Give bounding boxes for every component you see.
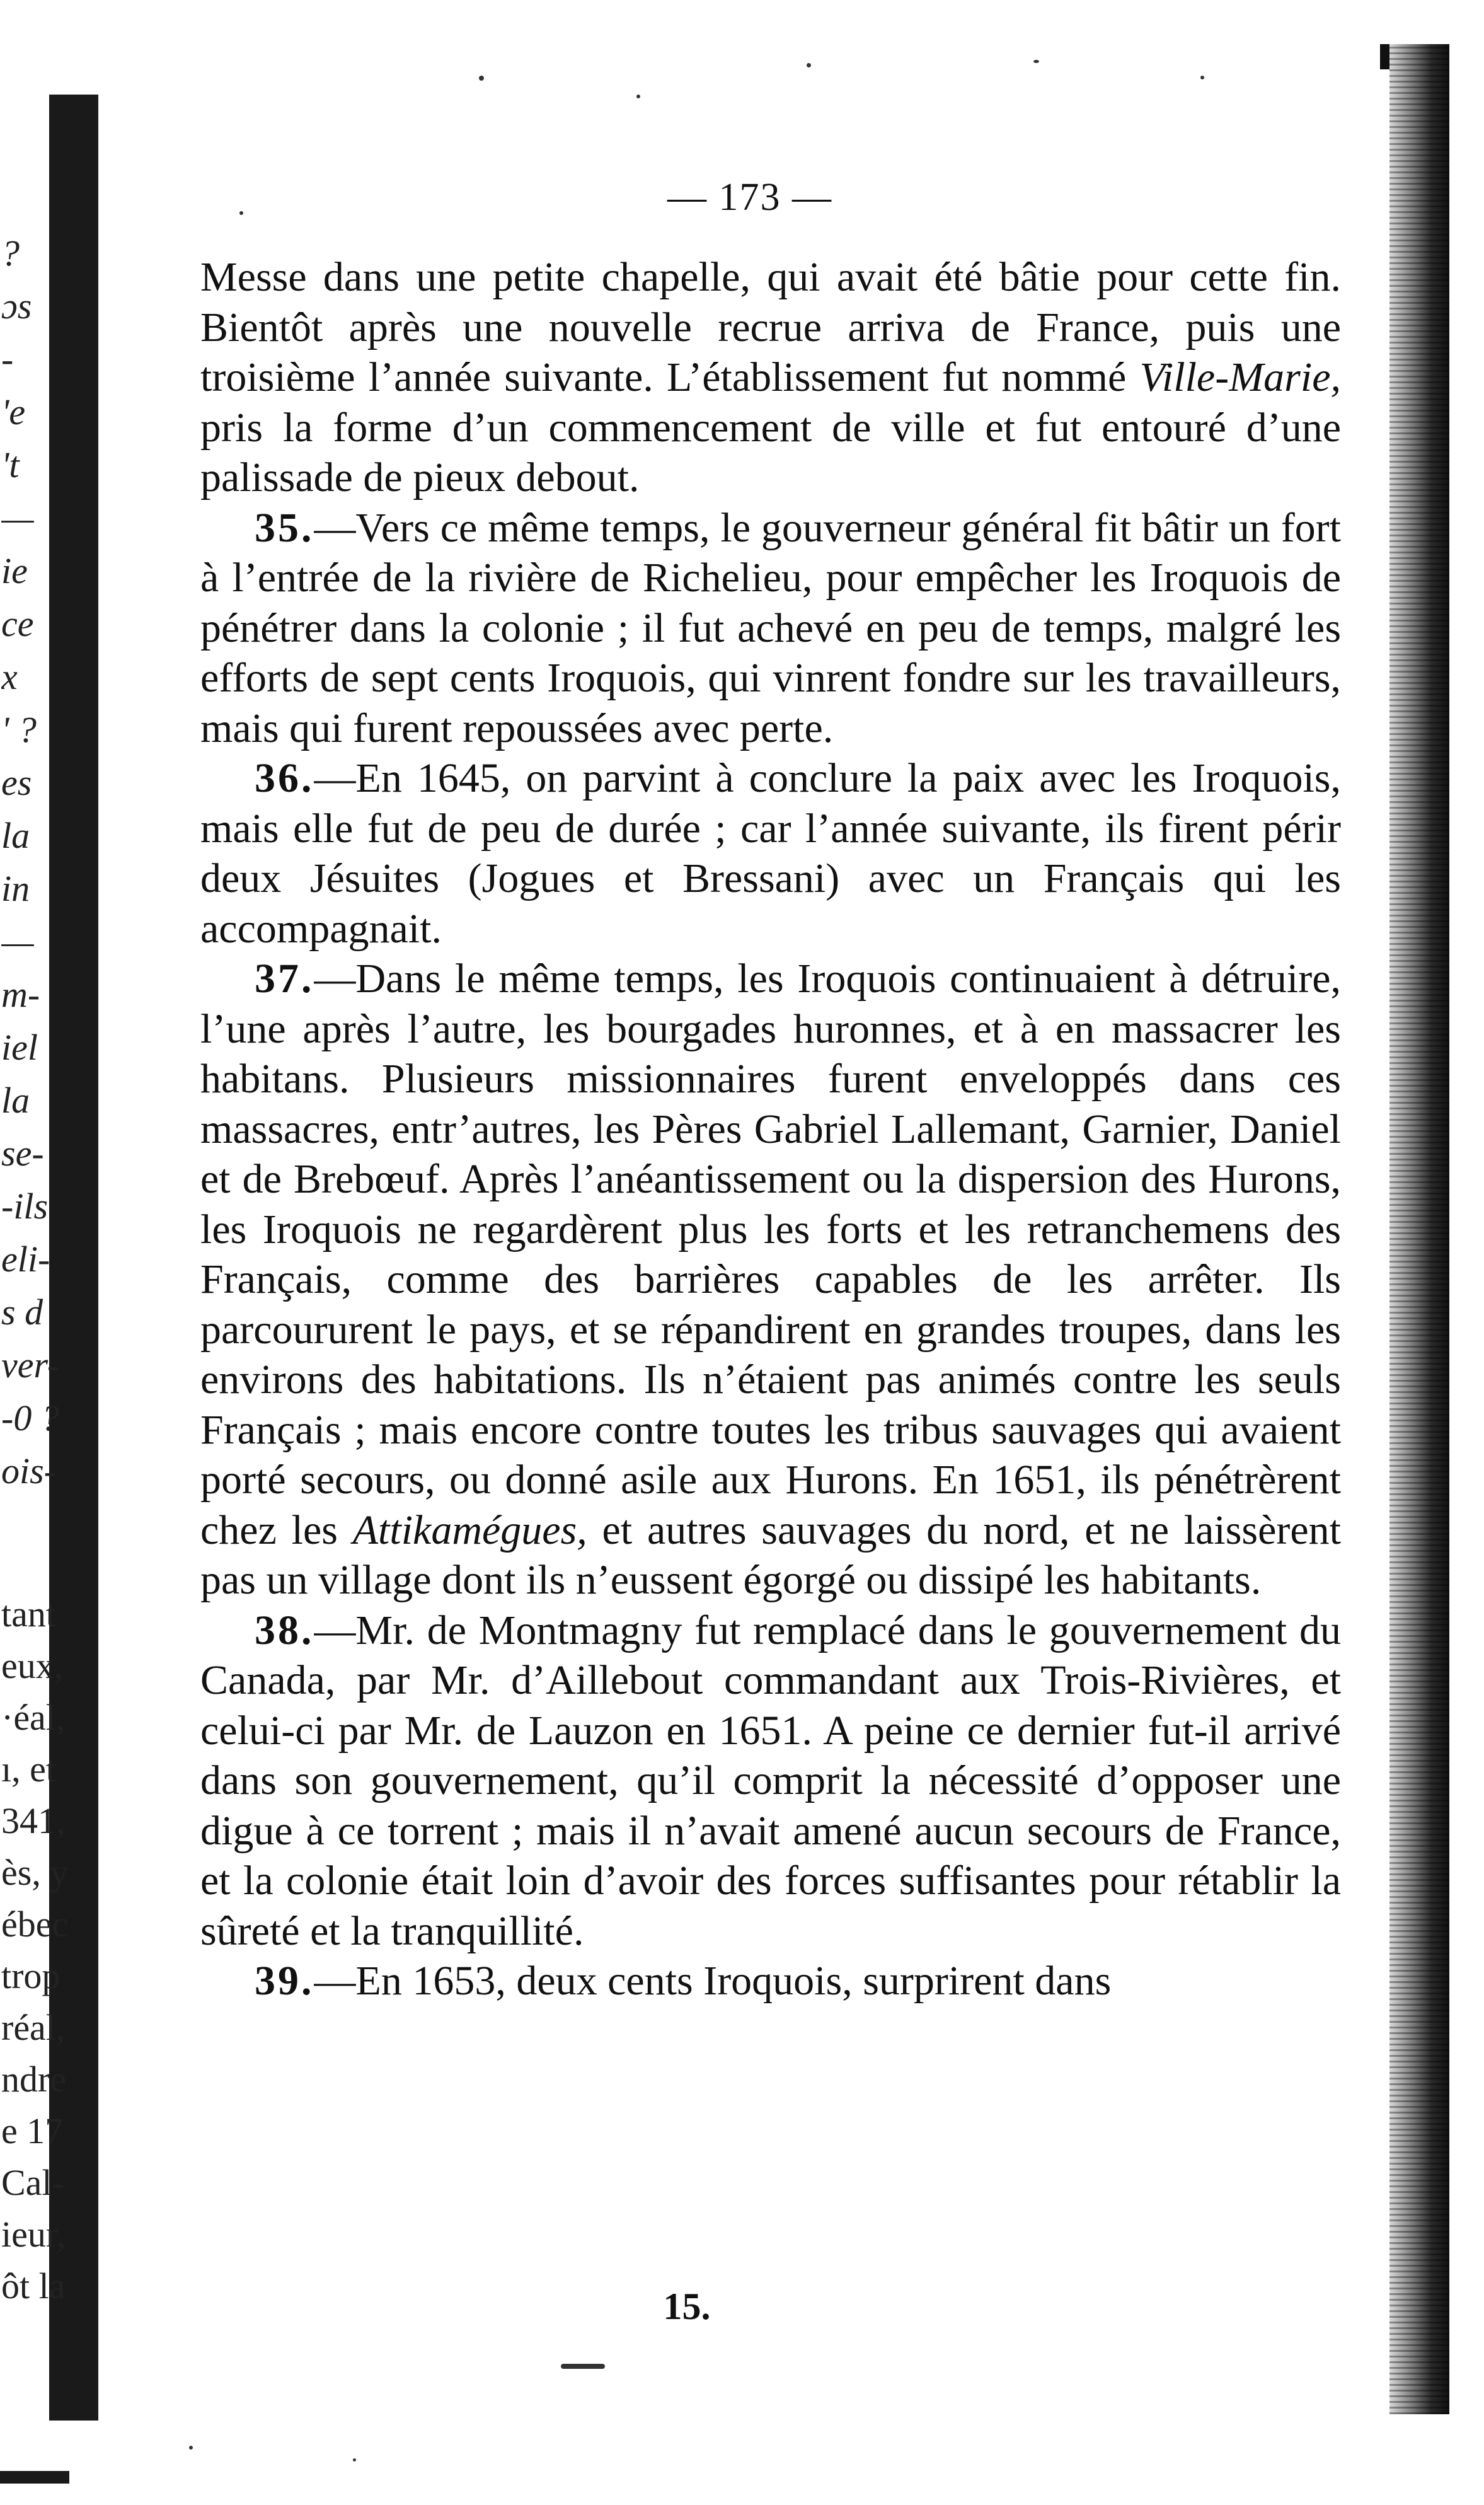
fragment: la — [1, 815, 30, 856]
paragraph-text: —Vers ce même temps, le gouverneur général fit bâtir un fort à l’entrée de la rivière de Richelieu, pour empêcher les Iroquois de pénétrer dans la colonie ; il fut achevé en peu de temps, malgré les efforts de sept cents Iroquois, qui vinrent fondre sur les travailleurs, mais qui furent repoussées avec perte. — [200, 504, 1341, 751]
signature-mark: 15. — [663, 2286, 711, 2327]
ink-speck — [807, 63, 811, 67]
fragment: se- — [1, 1133, 44, 1174]
fragment: iel — [1, 1027, 38, 1068]
paragraph-number: 38. — [255, 1607, 314, 1653]
ink-speck — [479, 76, 484, 81]
fragment: — — [1, 921, 34, 962]
paragraph-39 — [200, 1956, 1341, 2006]
fragment: m- — [1, 974, 40, 1015]
fragment: eux, — [1, 1645, 64, 1686]
page-number: — 173 — — [667, 176, 832, 219]
paragraph-36 — [200, 753, 1341, 954]
fragment: ébec — [1, 1904, 69, 1945]
fragment: ès, y — [1, 1852, 69, 1893]
ink-speck — [561, 2364, 605, 2369]
paragraph-37 — [200, 954, 1341, 1605]
fragment: ɔs — [1, 286, 32, 327]
ink-speck — [239, 211, 243, 215]
fragment: trop — [1, 1955, 60, 1996]
ink-speck — [1200, 76, 1204, 79]
fragment: 't — [1, 444, 20, 485]
fragment: eli- — [1, 1239, 50, 1280]
paragraph-text-after: pris la forme d’un commencement de ville et fut entouré d’une palissade de pieux debout. — [200, 404, 1341, 500]
fragment: -0 ? — [1, 1397, 59, 1438]
paragraph-continuation — [200, 252, 1341, 503]
fragment: - — [1, 338, 14, 379]
fragment: ·éal, — [1, 1697, 66, 1738]
italic-tribe-name: Attikamégues, — [352, 1507, 587, 1553]
paragraph-text: —En 1653, deux cents Iroquois, surprirent dans — [314, 1958, 1112, 2004]
fragment: ' ? — [1, 709, 37, 750]
fragment: réal, — [1, 2007, 66, 2048]
fragment: 341, — [1, 1800, 66, 1841]
fragment: s d — [1, 1292, 43, 1333]
paragraph-number: 35. — [255, 504, 314, 551]
paragraph-text: Messe dans une petite chapelle, qui avait été bâtie pour cette fin. Bientôt après une nouvelle recrue arriva de France, puis une troisième l’année suivante. L’établissement fut nommé — [200, 254, 1341, 400]
fragment: x — [1, 656, 18, 697]
paragraph-35 — [200, 503, 1341, 754]
fragment: ie — [1, 550, 28, 591]
page-body — [200, 252, 1341, 2006]
fragment: ôt la — [1, 2265, 66, 2306]
paragraph-38 — [200, 1605, 1341, 1957]
paragraph-text-after: et autres sauvages du nord, et ne laissèrent pas un village dont ils n’eussent égorgé ou dissipé les habitants. — [200, 1507, 1341, 1603]
fragment: ? — [1, 233, 20, 274]
paragraph-number: 37. — [255, 956, 314, 1002]
previous-page-fragments-lower — [1, 1588, 89, 2312]
fragment: -ils — [1, 1186, 49, 1227]
paragraph-text: —En 1645, on parvint à conclure la paix avec les Iroquois, mais elle fut de peu de durée ; car l’année suivante, ils firent périr deux Jésuites (Jogues et Bressani) avec un Français qui les accompagnait. — [200, 755, 1341, 952]
right-page-edge — [1389, 44, 1449, 2414]
paragraph-number: 36. — [255, 755, 314, 801]
fragment: ı, et — [1, 1749, 56, 1790]
ink-speck — [353, 2458, 356, 2462]
paragraph-text: —Mr. de Montmagny fut remplacé dans le gouvernement du Canada, par Mr. d’Aillebout commandant aux Trois-Rivières, et celui-ci par Mr. de Lauzon en 1651. A peine ce dernier fut-il arrivé dans son gouvernement, qu’il comprit la nécessité d’opposer une digue à ce torrent ; mais il n’avait amené aucun secours de France, et la colonie était loin d’avoir des forces suffisantes pour rétablir la sûreté et la tranquillité. — [200, 1607, 1341, 1954]
fragment: in — [1, 868, 30, 909]
fragment: ieur, — [1, 2214, 66, 2255]
fragment: ce — [1, 603, 34, 644]
ink-speck — [636, 95, 640, 98]
paragraph-text: —Dans le même temps, les Iroquois continuaient à détruire, l’une après l’autre, les bourgades huronnes, et à en massacrer les habitans. Plusieurs missionnaires furent enveloppés dans ces massacres, entr’autres, les Pères Gabriel Lallemant, Garnier, Daniel et de Brebœuf. Après l’anéantissement ou la dispersion des Hurons, les Iroquois ne regardèrent plus les forts et les retranchemens des Français, comme des barrières capables de les arrêter. Ils parcoururent le pays, et se répandirent en grandes troupes, dans les environs des habitations. Ils n’étaient pas animés contre les seuls Français ; mais encore contre toutes les tribus sauvages qui avaient porté secours, ou donné asile aux Hurons. En 1651, ils pénétrèrent chez les — [200, 956, 1341, 1553]
fragment: 'e — [1, 391, 26, 432]
bottom-scrap — [0, 2471, 69, 2484]
paragraph-number: 39. — [255, 1958, 314, 2004]
fragment: — — [1, 497, 34, 538]
fragment: ndre — [1, 2059, 67, 2100]
fragment: e 17 — [1, 2110, 64, 2151]
fragment: ois- — [1, 1450, 56, 1491]
fragment: tant — [1, 1594, 56, 1634]
ink-speck — [189, 2446, 193, 2450]
italic-place-name: Ville-Marie, — [1139, 354, 1341, 400]
fragment: Cal- — [1, 2162, 64, 2203]
ink-speck — [1033, 60, 1039, 63]
fragment: es — [1, 762, 32, 803]
fragment: ver- — [1, 1345, 60, 1386]
fragment: la — [1, 1080, 30, 1121]
previous-page-fragments-upper — [1, 227, 89, 1498]
